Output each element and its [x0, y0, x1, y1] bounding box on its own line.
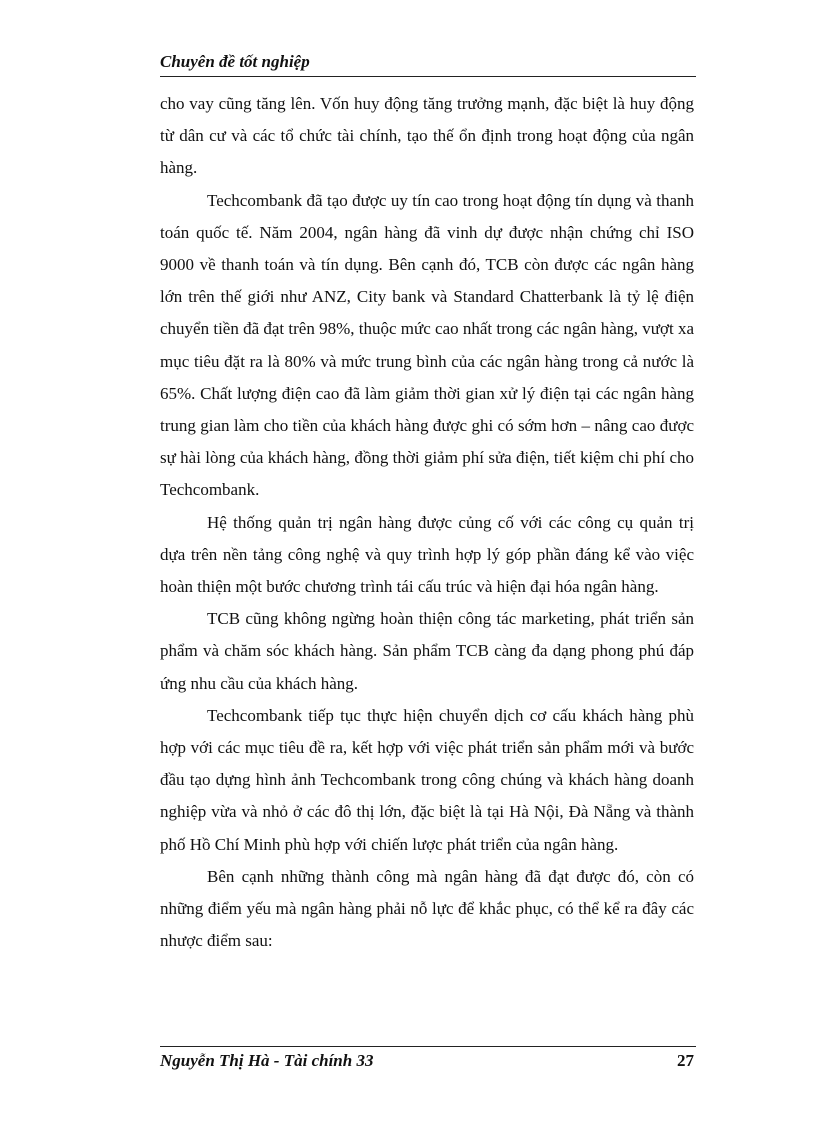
- paragraph-marketing: TCB cũng không ngừng hoàn thiện công tác marketing, phát triển sản phẩm và chăm sóc khách hàng. Sản phẩm TCB càng đa dạng phong phú đáp ứng nhu cầu của khách hàng.: [160, 609, 694, 693]
- paragraph-continuation: cho vay cũng tăng lên. Vốn huy động tăng trưởng mạnh, đặc biệt là huy động từ dân cư và các tổ chức tài chính, tạo thế ổn định trong hoạt động của ngân hàng.: [160, 94, 694, 178]
- page-header: [160, 50, 696, 77]
- paragraph-techcombank-reputation: Techcombank đã tạo được uy tín cao trong hoạt động tín dụng và thanh toán quốc tế. Năm 2004, ngân hàng đã vinh dự được nhận chứng chỉ ISO 9000 về thanh toán và tín dụng. Bên cạnh đó, TCB còn được các ngân hàng lớn trên thế giới như ANZ, City bank và Standard Chatterbank là tỷ lệ điện chuyển tiền đã đạt trên 98%, thuộc mức cao nhất trong các ngân hàng, vượt xa mục tiêu đặt ra là 80% và mức trung bình của các ngân hàng trong cả nước là 65%. Chất lượng điện cao đã làm giảm thời gian xử lý điện tại các ngân hàng trung gian làm cho tiền của khách hàng được ghi có sớm hơn – nâng cao được sự hài lòng của khách hàng, đồng thời giảm phí sửa điện, tiết kiệm chi phí cho Techcombank.: [160, 190, 694, 500]
- page-number: 27: [677, 1051, 694, 1070]
- header-title: Chuyên đề tốt nghiệp: [160, 52, 310, 71]
- paragraph-customer-structure: Techcombank tiếp tục thực hiện chuyển dịch cơ cấu khách hàng phù hợp với các mục tiêu đề ra, kết hợp với việc phát triển sản phẩm mới và bước đầu tạo dựng hình ảnh Techcombank trong công chúng và khách hàng doanh nghiệp vừa và nhỏ ở các đô thị lớn, đặc biệt là tại Hà Nội, Đà Nẵng và thành phố Hồ Chí Minh phù hợp với chiến lược phát triển của ngân hàng.: [160, 705, 694, 854]
- page-footer: [160, 1046, 696, 1077]
- paragraph-weaknesses-intro: Bên cạnh những thành công mà ngân hàng đã đạt được đó, còn có những điểm yếu mà ngân hàng phải nỗ lực để khắc phục, có thể kể ra đây các nhược điểm sau:: [160, 866, 694, 951]
- footer-author: Nguyễn Thị Hà - Tài chính 33: [160, 1051, 374, 1070]
- body-text: [160, 88, 694, 957]
- paragraph-management-system: Hệ thống quản trị ngân hàng được củng cố với các công cụ quản trị dựa trên nền tảng công nghệ và quy trình hợp lý góp phần đáng kể vào việc hoàn thiện một bước chương trình tái cấu trúc và hiện đại hóa ngân hàng.: [160, 512, 694, 597]
